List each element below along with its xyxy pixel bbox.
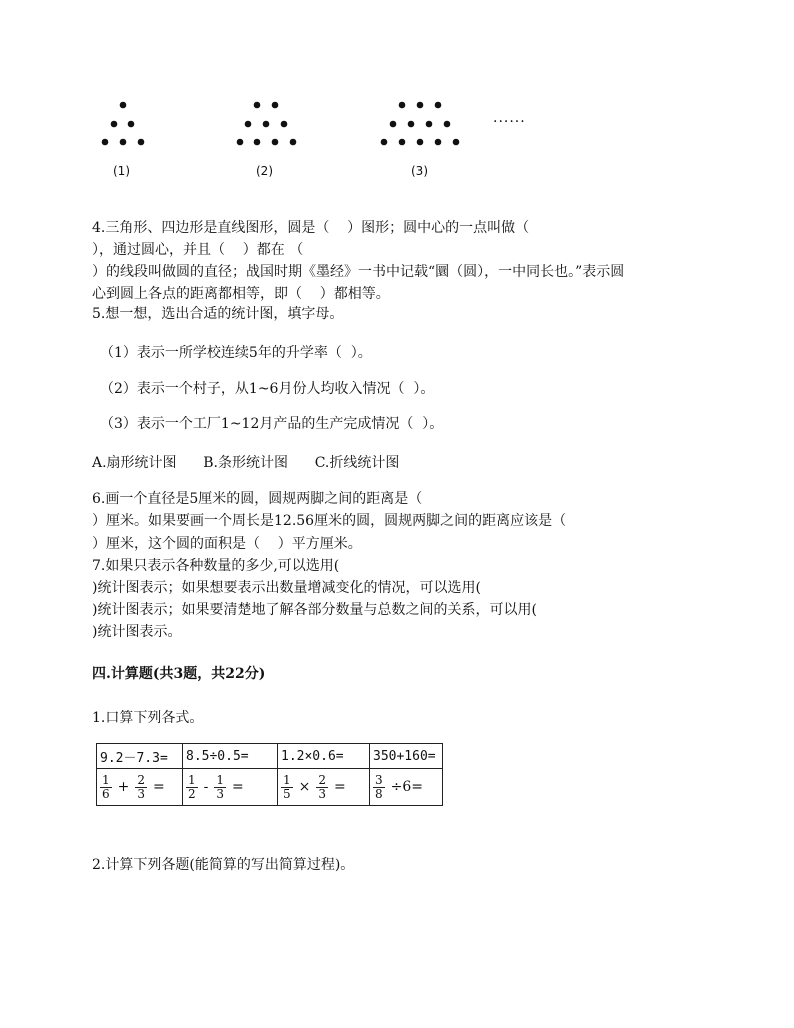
table-cell xyxy=(183,769,278,806)
table-cell xyxy=(97,769,183,806)
fraction: $\frac{1}{5}$ xyxy=(283,772,291,801)
divide-expression: ÷6= xyxy=(390,779,424,795)
table-cell: 350+160= xyxy=(370,744,443,769)
figure-label-3: (3) xyxy=(411,164,428,178)
table-cell xyxy=(370,769,443,806)
q4-line-1: 4.三角形、四边形是直线图形，圆是（ ）图形；圆中心的一点叫做（ xyxy=(92,220,530,236)
q7-line-3: )统计图表示；如果要清楚地了解各部分数量与总数之间的关系，可以用( xyxy=(92,602,537,618)
table-row xyxy=(97,744,443,769)
calc-q2-title: 2.计算下列各题(能简算的写出简算过程)。 xyxy=(92,857,355,873)
table-row xyxy=(97,769,443,806)
q5-options: A.扇形统计图 B.条形统计图 C.折线统计图 xyxy=(92,455,400,471)
fraction: $\frac{2}{3}$ xyxy=(318,772,327,801)
figure-label-2: (2) xyxy=(256,164,273,178)
equals-sign: = xyxy=(232,779,244,795)
section-heading: 四.计算题(共3题，共22分) xyxy=(92,666,266,682)
fraction: $\frac{2}{3}$ xyxy=(137,772,146,801)
q6-line-1: 6.画一个直径是5厘米的圆，圆规两脚之间的距离是（ xyxy=(92,491,423,507)
operator: - xyxy=(203,779,209,795)
dot-figure-1 xyxy=(102,102,145,146)
operator: + xyxy=(117,779,130,795)
dot-figure-3 xyxy=(381,102,460,146)
ellipsis-text: ...... xyxy=(493,110,526,126)
table-cell: 9.2－7.3= xyxy=(97,744,183,769)
dot-figure-2 xyxy=(237,102,297,146)
oral-calculation-table xyxy=(96,743,443,806)
fraction: $\frac{3}{8}$ xyxy=(375,772,383,801)
q4-line-4: 心到圆上各点的距离都相等，即（ ）都相等。 xyxy=(92,286,390,302)
q4-line-2: ），通过圆心，并且（ ）都在 （ xyxy=(92,242,304,258)
q7-line-2: )统计图表示；如果想要表示出数量增减变化的情况，可以选用( xyxy=(92,580,481,596)
q5-item-3: （3）表示一个工厂1~12月产品的生产完成情况（ ）。 xyxy=(100,416,444,432)
q4-line-3: ）的线段叫做圆的直径；战国时期《墨经》一书中记载“圜（圆），一中同长也。”表示圆 xyxy=(92,264,625,280)
table-cell xyxy=(278,769,370,806)
calc-q1-title: 1.口算下列各式。 xyxy=(92,710,204,726)
equals-sign: = xyxy=(153,779,165,795)
operator: × xyxy=(298,779,311,795)
fraction: $\frac{1}{6}$ xyxy=(102,772,110,801)
table-cell: 1.2×0.6= xyxy=(278,744,370,769)
equals-sign: = xyxy=(334,779,346,795)
q7-line-1: 7.如果只表示各种数量的多少,可以选用( xyxy=(92,558,340,574)
figure-label-1: (1) xyxy=(113,164,130,178)
q5-title: 5.想一想，选出合适的统计图，填字母。 xyxy=(92,306,344,322)
q6-line-3: ）厘米，这个圆的面积是（ ）平方厘米。 xyxy=(92,536,362,552)
q6-line-2: ）厘米。如果要画一个周长是12.56厘米的圆，圆规两脚之间的距离应该是（ xyxy=(92,513,567,529)
fraction: $\frac{1}{2}$ xyxy=(188,772,196,801)
q5-item-1: （1）表示一所学校连续5年的升学率（ ）。 xyxy=(100,345,372,361)
fraction: $\frac{1}{3}$ xyxy=(216,772,225,801)
q5-item-2: （2）表示一个村子，从1~6月份人均收入情况（ ）。 xyxy=(100,381,435,397)
dot-pattern-figures xyxy=(0,0,794,190)
table-cell: 8.5÷0.5= xyxy=(183,744,278,769)
q7-line-4: )统计图表示。 xyxy=(92,624,182,640)
